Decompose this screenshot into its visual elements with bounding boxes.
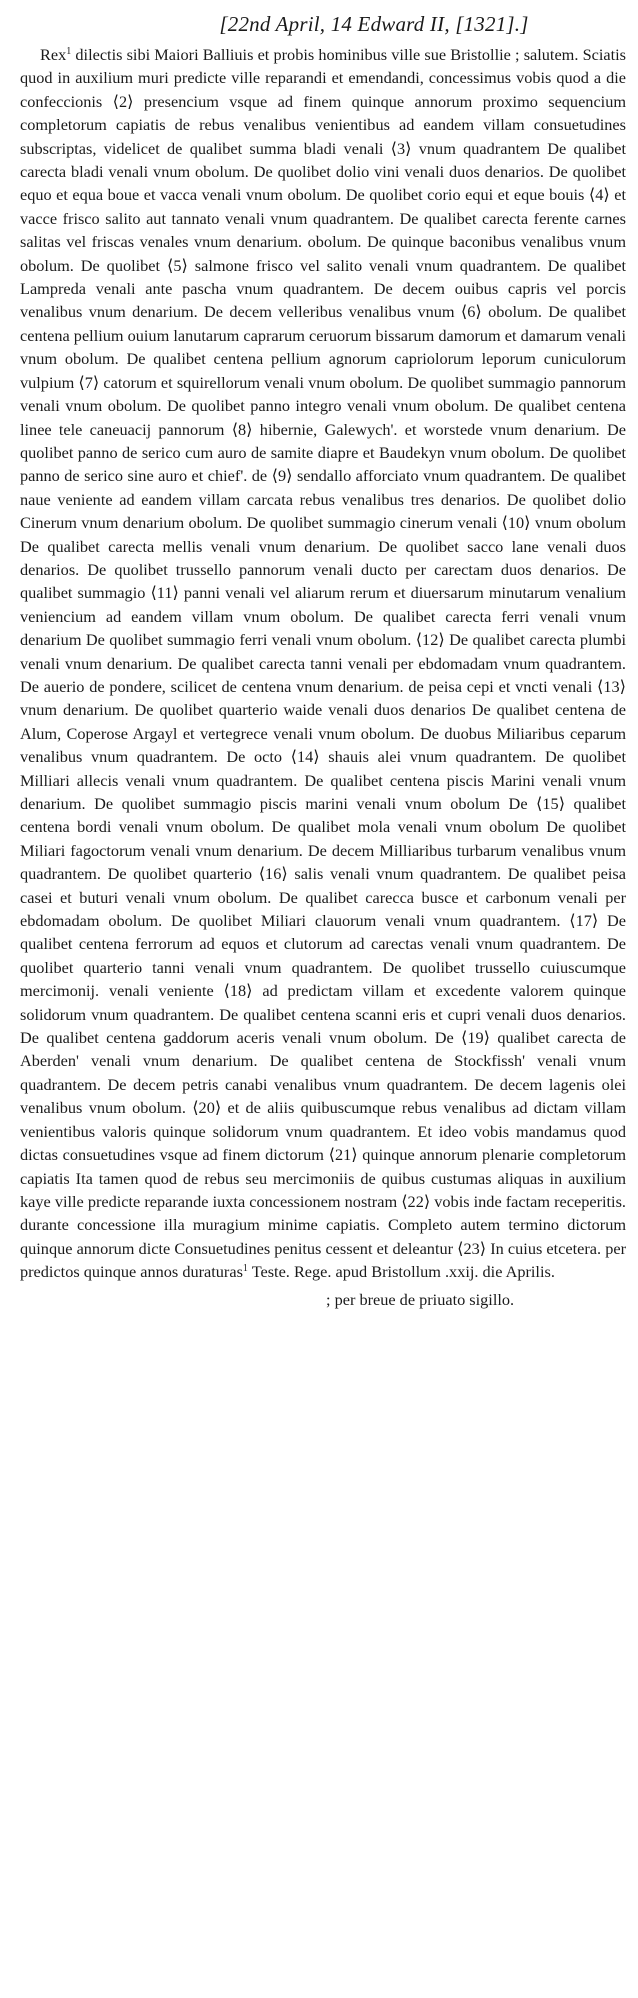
body-text: dilectis sibi Maiori Balliuis et probis hominibus ville sue Bristollie ; salutem. Sciatis quod in auxilium muri predicte ville reparandi et emendandi, concessimus vobis quod a die confeccionis ⟨2⟩ presencium vsque ad finem quinque annorum proximo sequencium completorum capiatis de rebus venalibus venientibus ad eandem villam consuetudines subscriptas, videlicet de qualibet summa bladi venali ⟨3⟩ vnum quadrantem De qualibet carecta bladi venali vnum obolum. De quolibet dolio vini venali duos denarios. De quolibet equo et equa boue et vacca venali vnum obolum. De quolibet corio equi et eque bouis ⟨4⟩ et vacce frisco salito aut tannato venali vnum quadrantem. De qualibet carecta ferente carnes salitas vel friscas venales vnum denarium. obolum. De quinque baconibus venalibus vnum obolum. De quolibet ⟨5⟩ salmone frisco vel salito venali vnum quadrantem. De qualibet Lampreda venali ante pascha vnum quadrantem. De decem ouibus capris vel porcis venalibus vnum denarium. De decem velleribus venalibus vnum ⟨6⟩ obolum. De qualibet centena pellium ouium lanutarum caprarum ceruorum bissarum damorum et damarum venali vnum obolum. De qualibet centena pellium agnorum capriolorum leporum cuniculorum vulpium ⟨7⟩ catorum et squirellorum venali vnum obolum. De quolibet summagio pannorum venali vnum obolum. De quolibet panno integro venali vnum obolum. De qualibet centena linee tele caneuacij pannorum ⟨8⟩ hibernie, Galewych'. et worstede vnum denarium. De quolibet panno de serico cum auro de samite diapre et Baudekyn vnum obolum. De quolibet panno de serico sine auro et chief'. de ⟨9⟩ sendallo afforciato vnum quadrantem. De qualibet naue veniente ad eandem villam carcata rebus venalibus tres denarios. De quolibet dolio Cinerum vnum denarium obolum. De quolibet summagio cinerum venali ⟨10⟩ vnum obolum De qualibet carecta mellis venali vnum denarium. De quolibet sacco lane venali duos denarios. De quolibet trussello pannorum venali ducto per carectam duos denarios. De qualibet summagio ⟨11⟩ panni venali vel aliarum rerum et diuersarum minutarum venalium veniencium ad eandem villam vnum obolum. De qualibet carecta ferri venali vnum denarium De quolibet summagio ferri venali vnum obolum. ⟨12⟩ De qualibet carecta plumbi venali vnum denarium. De qualibet carecta tanni venali per ebdomadam vnum quadrantem. De auerio de pondere, scilicet de centena vnum denarium. de peisa cepi et vncti venali ⟨13⟩ vnum denarium. De quolibet quarterio waide venali duos denarios De qualibet centena de Alum, Coperose Argayl et vertegrece venali vnum obolum. De duobus Miliaribus ceparum venalibus vnum quadrantem. De octo ⟨14⟩ shauis alei vnum quadrantem. De quolibet Milliari allecis venali vnum quadrantem. De qualibet centena piscis Marini venali vnum denarium. De quolibet summagio piscis marini venali vnum obolum De ⟨15⟩ qualibet centena bordi venali vnum obolum. De qualibet mola venali vnum obolum De quolibet Miliari fagoctorum venali vnum denarium. De decem Milliaribus turbarum venalibus vnum quadrantem. De quolibet quarterio ⟨16⟩ salis venali vnum quadrantem. De qualibet peisa casei et buturi venali vnum obolum. De qualibet carecca busce et carbonum venali per ebdomadam obolum. De quolibet Miliari clauorum venali vnum quadrantem. ⟨17⟩ De qualibet centena ferrorum ad equos et clutorum ad carectas venali vnum quadrantem. De quolibet quarterio tanni venali vnum quadrantem. De quolibet trussello cuiuscumque mercimonij. venali veniente ⟨18⟩ ad predictam villam et excedente valorem quinque solidorum vnum quadrantem. De qualibet centena scanni eris et cupri venali duos denarios. De qualibet centena gaddorum aceris venali vnum obolum. De ⟨19⟩ qualibet carecta de Aberden' venali vnum denarium. De qualibet centena de Stockfissh' venali vnum quadrantem. De decem petris canabi venalibus vnum quadrantem. De decem lagenis olei venalibus vnum obolum. ⟨20⟩ et de aliis quibuscumque rebus venalibus ad dictam villam venientibus valoris quinque solidorum vnum quadrantem. Et ideo vobis mandamus quod dictas consuetudines vsque ad finem dictorum ⟨21⟩ quinque annorum plenarie completorum capiatis Ita tamen quod de rebus seu mercimoniis de quibus custumas aliquas in auxilium kaye ville predicte reparande iuxta concessionem nostram ⟨22⟩ vobis inde factam receperitis. durante concessione illa muragium minime capiatis. Completo autem termino dictorum quinque annorum dicte Consuetudines penitus cessent et deleantur ⟨23⟩ In cuius etcetera. per predictos quinque annos duraturas bbox=[20, 45, 626, 1282]
opening-word: Rex bbox=[40, 45, 67, 64]
closing-text: Teste. Rege. apud Bristollum .xxij. die Aprilis. bbox=[251, 1262, 555, 1282]
footnote-marker: 1 bbox=[66, 46, 72, 57]
document-body bbox=[8, 43, 630, 1284]
body-paragraph bbox=[20, 43, 626, 1284]
writ-note: ; per breue de priuato sigillo. bbox=[326, 1289, 515, 1309]
footnote-marker: 1 bbox=[242, 1263, 248, 1275]
document-header: [22nd April, 14 Edward II, [1321].] bbox=[219, 12, 529, 36]
